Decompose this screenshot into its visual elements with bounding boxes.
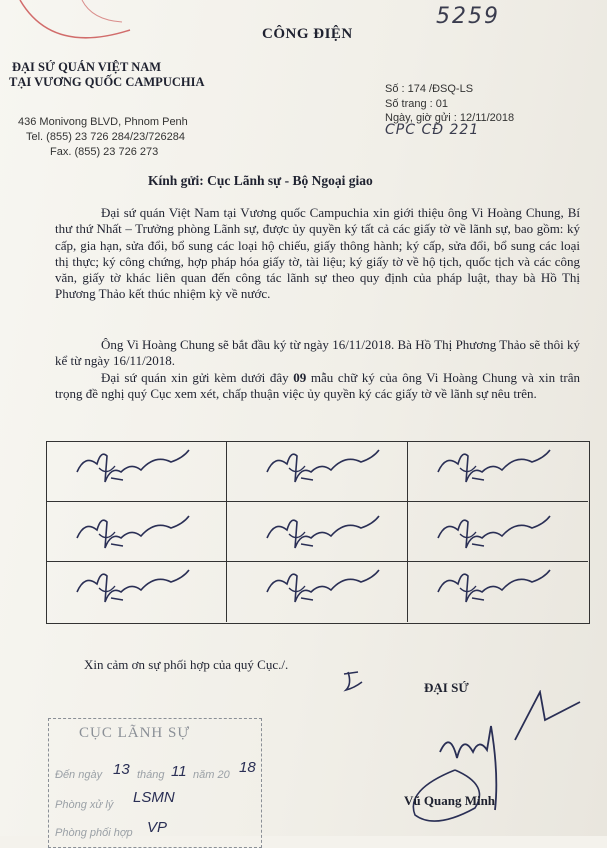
signature-sample-icon [432,442,562,490]
handwritten-document-number: 5259 [436,4,500,29]
stamp-year-label: năm 20 [193,769,230,781]
signature-sample-icon [432,562,562,610]
stamp-received-year: 18 [239,759,256,776]
stamp-received-month: 11 [171,763,187,780]
org-name-line2: TẠI VƯƠNG QUỐC CAMPUCHIA [9,75,205,89]
handwritten-code: CPC CĐ 221 [385,122,480,138]
signature-sample-cell [227,442,407,502]
org-tel: Tel. (855) 23 726 284/23/726284 [26,131,186,143]
signature-sample-cell [408,502,588,562]
signer-name: Vũ Quang Minh [404,793,496,808]
org-name-line1: ĐẠI SỨ QUÁN VIỆT NAM [12,60,162,74]
stamp-coordinating-dept: VP [147,819,168,836]
signature-sample-cell [47,562,227,622]
signature-sample-grid [46,441,590,624]
ambassador-title: ĐẠI SỨ [424,680,469,695]
org-address: 436 Monivong BLVD, Phnom Penh [18,116,188,128]
stamp-processing-dept: LSMN [133,789,175,806]
stamp-received-date-label: Đến ngày [55,769,103,781]
stamp-received-day: 13 [113,761,130,778]
initial-mark-icon [340,668,368,696]
signature-sample-cell [408,562,588,622]
paragraph3-text-before: Đại sứ quán xin gửi kèm dưới đây [101,370,294,385]
signature-sample-cell [47,442,227,502]
signature-sample-icon [432,508,562,556]
document-title: CÔNG ĐIỆN [262,26,353,42]
send-date: Ngày, giờ gửi : 12/11/2018 [385,112,515,124]
stamp-title: CỤC LÃNH SỰ [79,725,190,741]
stamp-month-label: tháng [137,769,165,781]
ambassador-signature-icon [395,690,595,830]
receiving-stamp [48,718,262,848]
recipient-line: Kính gửi: Cục Lãnh sự - Bộ Ngoại giao [148,173,373,188]
signature-sample-icon [261,508,391,556]
paragraph-start-date: Ông Vi Hoàng Chung sẽ bắt đầu ký từ ngày 16/11/2018. Bà Hồ Thị Phương Thảo sẽ thôi ký kể từ ngày 16/11/2018. [55,337,580,369]
red-seal-icon [12,0,132,50]
signature-sample-icon [71,508,201,556]
signature-sample-cell [408,442,588,502]
closing-thanks: Xin cảm ơn sự phối hợp của quý Cục./. [84,657,289,672]
stamp-coordinating-dept-label: Phòng phối hợp [55,827,133,839]
paragraph-introduction: Đại sứ quán Việt Nam tại Vương quốc Campuchia xin giới thiệu ông Vi Hoàng Chung, Bí thư thứ Nhất – Trưởng phòng Lãnh sự, được ủy quyền ký tất cả các giấy tờ về lãnh sự, bao gồm: ký cấp, gia hạn, sửa đổi, bổ sung các loại hộ chiếu, giấy thông hành; ký cấp, sửa đổi, bổ sung các loại thị thực; ký công chứng, hợp pháp hóa giấy tờ, tài liệu; ký giấy tờ về hộ tịch, quốc tịch và các công văn, giấy tờ khác liên quan đến công tác lãnh sự theo quy định của pháp luật, thay bà Hồ Thị Phương Thảo kết thúc nhiệm kỳ về nước. [55,205,580,302]
page-count: Số trang : 01 [385,98,448,110]
signature-sample-icon [261,562,391,610]
signature-sample-cell [227,562,407,622]
signature-sample-cell [47,502,227,562]
signature-sample-cell [227,502,407,562]
document-number: Số : 174 /ĐSQ-LS [385,83,474,95]
org-fax: Fax. (855) 23 726 273 [50,146,159,158]
signature-sample-icon [261,442,391,490]
sample-count: 09 [293,370,307,385]
paragraph3-text-after: mẫu chữ ký của ông Vi Hoàng Chung và xin trân trọng đề nghị quý Cục xem xét, chấp thuận việc ủy quyền ký các giấy tờ về lãnh sự nêu trên. [55,370,580,402]
signature-sample-icon [71,442,201,490]
stamp-processing-dept-label: Phòng xử lý [55,799,114,811]
signature-sample-icon [71,562,201,610]
paragraph-signature-request [55,370,580,403]
